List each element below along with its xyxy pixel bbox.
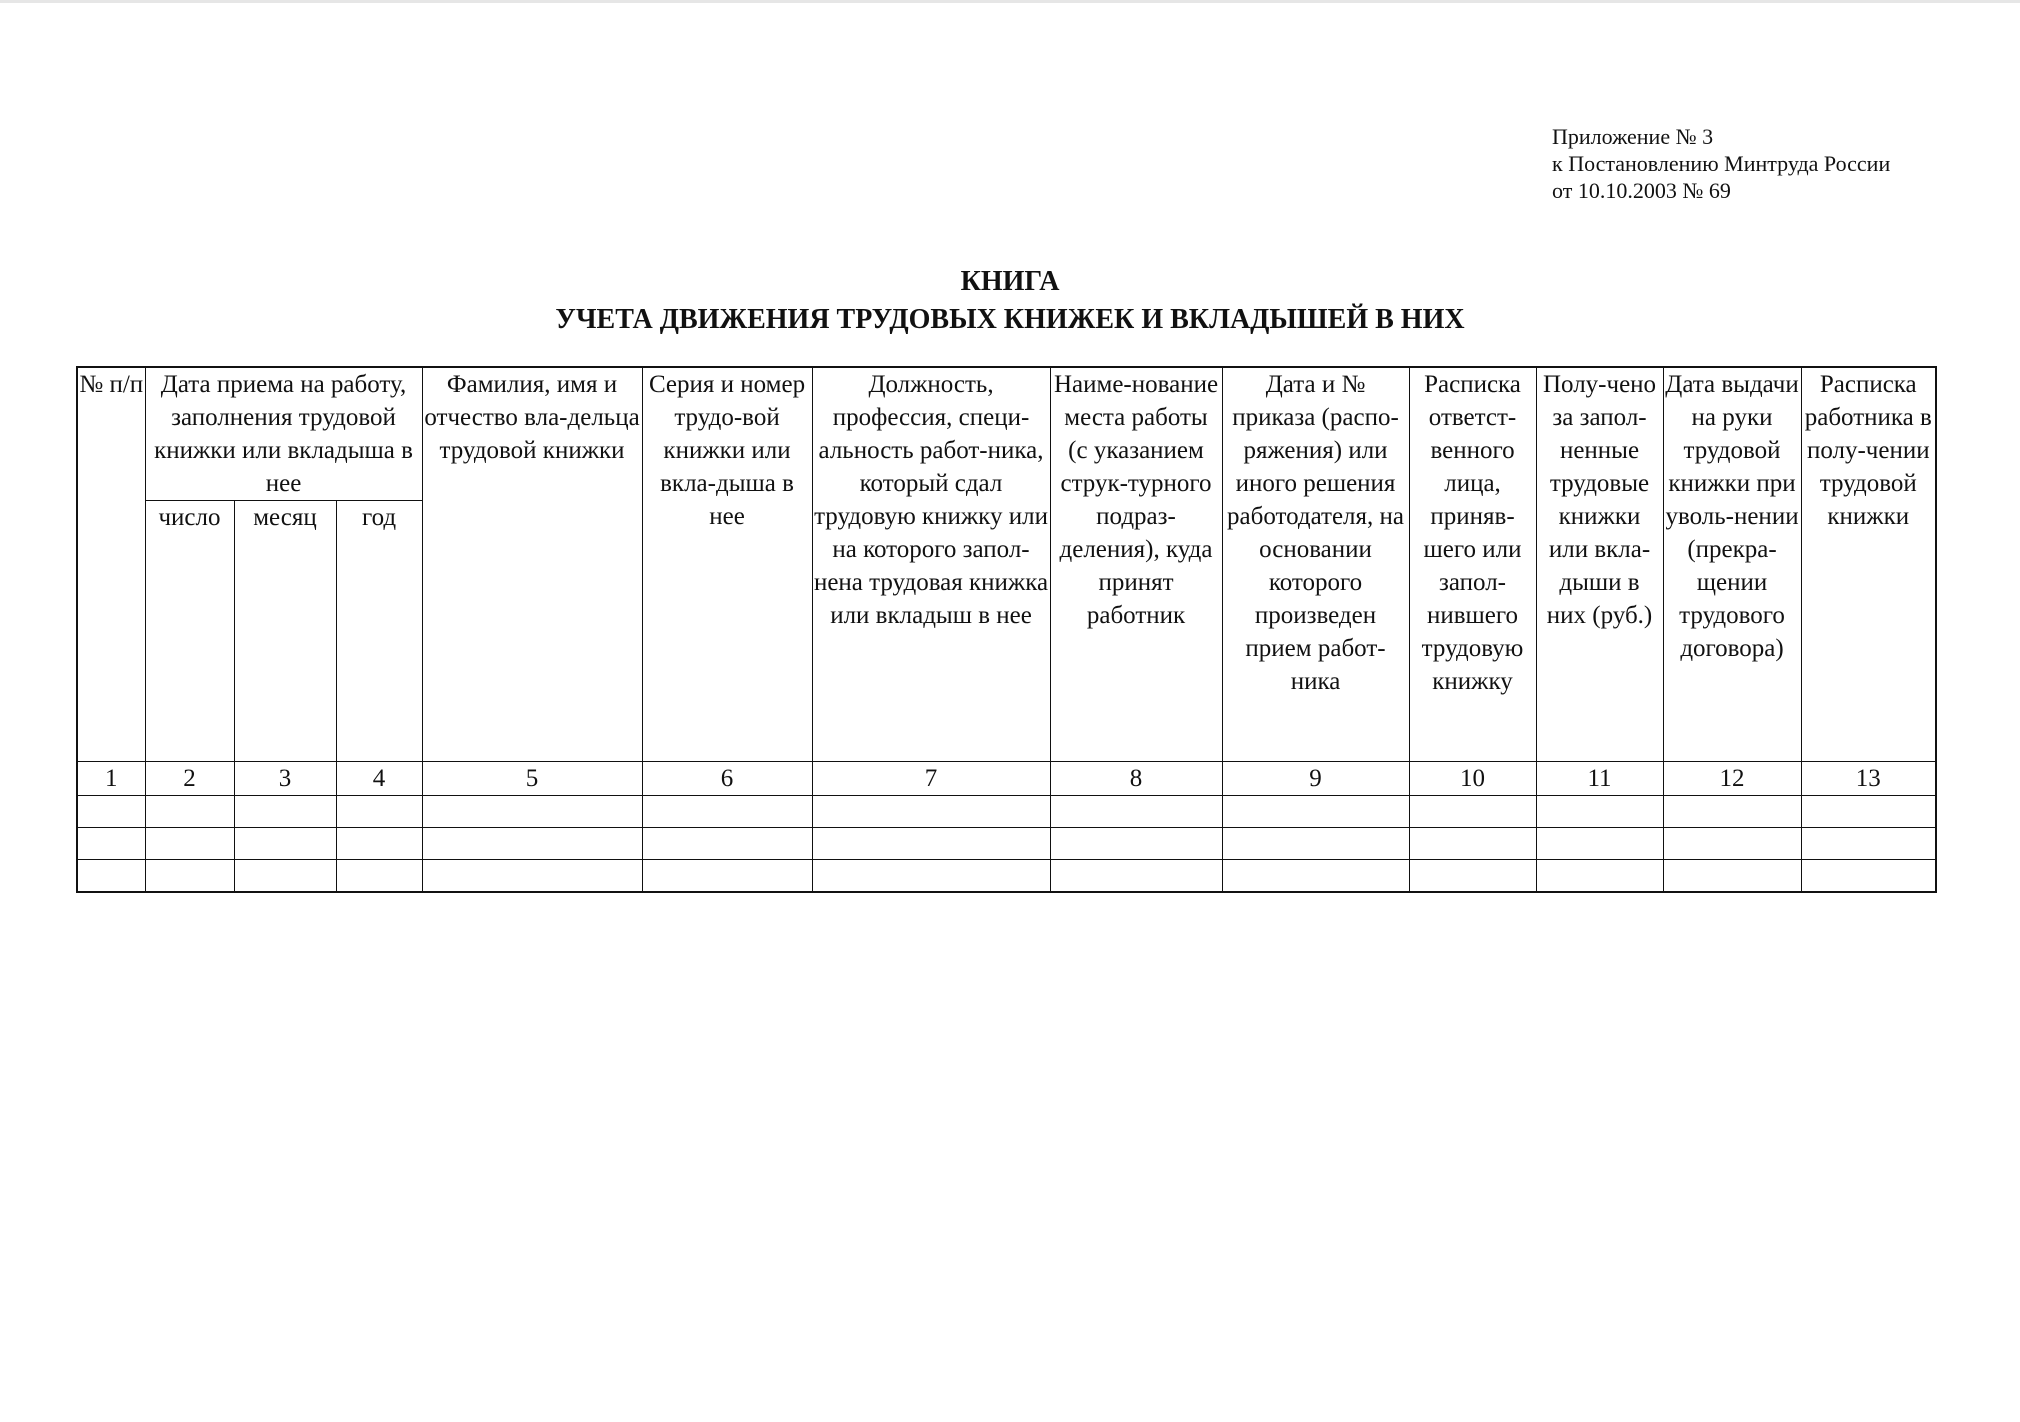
- header-order-date-number: Дата и № приказа (распо-ряжения) или иного решения работодателя, на основании которого произведен прием работ-ника: [1222, 367, 1409, 762]
- header-position: Должность, профессия, специ-альность работ-ника, который сдал трудовую книжку или на которого запол-нена трудовая книжка или вкладыш в нее: [812, 367, 1050, 762]
- table-cell: [422, 860, 642, 893]
- table-cell: [1409, 796, 1536, 828]
- header-number: № п/п: [77, 367, 145, 762]
- table-cell: [1801, 828, 1936, 860]
- title-line-2: УЧЕТА ДВИЖЕНИЯ ТРУДОВЫХ КНИЖЕК И ВКЛАДЫШЕЙ В НИХ: [555, 304, 1465, 335]
- table-cell: [1409, 828, 1536, 860]
- table-cell: [1222, 828, 1409, 860]
- table-row: [77, 860, 1936, 893]
- column-number: 7: [812, 762, 1050, 796]
- header-year: год: [336, 501, 422, 762]
- document-title: [0, 263, 2020, 339]
- table-cell: [336, 828, 422, 860]
- appendix-note: [1552, 123, 1890, 204]
- table-cell: [145, 796, 234, 828]
- blank-rows: [77, 796, 1936, 893]
- header-workplace: Наиме-нование места работы (с указанием струк-турного подраз-деления), куда принят работник: [1050, 367, 1222, 762]
- table-cell: [1222, 796, 1409, 828]
- table-cell: [1801, 860, 1936, 893]
- table-cell: [234, 860, 336, 893]
- table-cell: [1536, 860, 1663, 893]
- appendix-line-1: Приложение № 3: [1552, 124, 1714, 149]
- header-amount-received: Полу-чено за запол-ненные трудовые книжки или вкла-дыши в них (руб.): [1536, 367, 1663, 762]
- table-cell: [812, 828, 1050, 860]
- header-issue-date: Дата выдачи на руки трудовой книжки при уволь-нении (прекра-щении трудового договора): [1663, 367, 1801, 762]
- column-number: 12: [1663, 762, 1801, 796]
- header-responsible-receipt: Расписка ответст-венного лица, приняв-шего или запол-нившего трудовую книжку: [1409, 367, 1536, 762]
- table-cell: [336, 860, 422, 893]
- header-row-1: [77, 367, 1936, 501]
- column-number: 2: [145, 762, 234, 796]
- table-cell: [145, 828, 234, 860]
- table-cell: [1536, 828, 1663, 860]
- table-cell: [1536, 796, 1663, 828]
- table-cell: [77, 860, 145, 893]
- table-cell: [1050, 860, 1222, 893]
- header-employee-receipt: Расписка работника в полу-чении трудовой книжки: [1801, 367, 1936, 762]
- table-cell: [642, 860, 812, 893]
- table-row: [77, 828, 1936, 860]
- table-cell: [422, 796, 642, 828]
- table-cell: [1222, 860, 1409, 893]
- table-cell: [812, 860, 1050, 893]
- table-cell: [1663, 828, 1801, 860]
- table-cell: [145, 860, 234, 893]
- table-cell: [77, 828, 145, 860]
- header-hire-date-group: Дата приема на работу, заполнения трудовой книжки или вкладыша в нее: [145, 367, 422, 501]
- appendix-line-3: от 10.10.2003 № 69: [1552, 178, 1731, 203]
- journal-table: [76, 366, 1937, 893]
- table-cell: [1050, 828, 1222, 860]
- table-cell: [234, 796, 336, 828]
- table-cell: [1409, 860, 1536, 893]
- table-cell: [1801, 796, 1936, 828]
- table-cell: [642, 796, 812, 828]
- column-number: 9: [1222, 762, 1409, 796]
- column-number: 1: [77, 762, 145, 796]
- column-number-row: [77, 762, 1936, 796]
- header-day: число: [145, 501, 234, 762]
- table-cell: [642, 828, 812, 860]
- header-book-series-number: Серия и номер трудо-вой книжки или вкла-дыша в нее: [642, 367, 812, 762]
- table-cell: [1050, 796, 1222, 828]
- table-cell: [77, 796, 145, 828]
- column-number: 8: [1050, 762, 1222, 796]
- column-number: 13: [1801, 762, 1936, 796]
- table-cell: [422, 828, 642, 860]
- table-cell: [1663, 796, 1801, 828]
- column-number: 3: [234, 762, 336, 796]
- table-cell: [812, 796, 1050, 828]
- table-cell: [336, 796, 422, 828]
- column-number: 10: [1409, 762, 1536, 796]
- column-number: 6: [642, 762, 812, 796]
- header-month: месяц: [234, 501, 336, 762]
- column-number: 5: [422, 762, 642, 796]
- table-row: [77, 796, 1936, 828]
- header-full-name: Фамилия, имя и отчество вла-дельца трудовой книжки: [422, 367, 642, 762]
- column-number: 11: [1536, 762, 1663, 796]
- title-line-1: КНИГА: [960, 266, 1060, 297]
- table-cell: [234, 828, 336, 860]
- table-cell: [1663, 860, 1801, 893]
- appendix-line-2: к Постановлению Минтруда России: [1552, 151, 1891, 176]
- column-number: 4: [336, 762, 422, 796]
